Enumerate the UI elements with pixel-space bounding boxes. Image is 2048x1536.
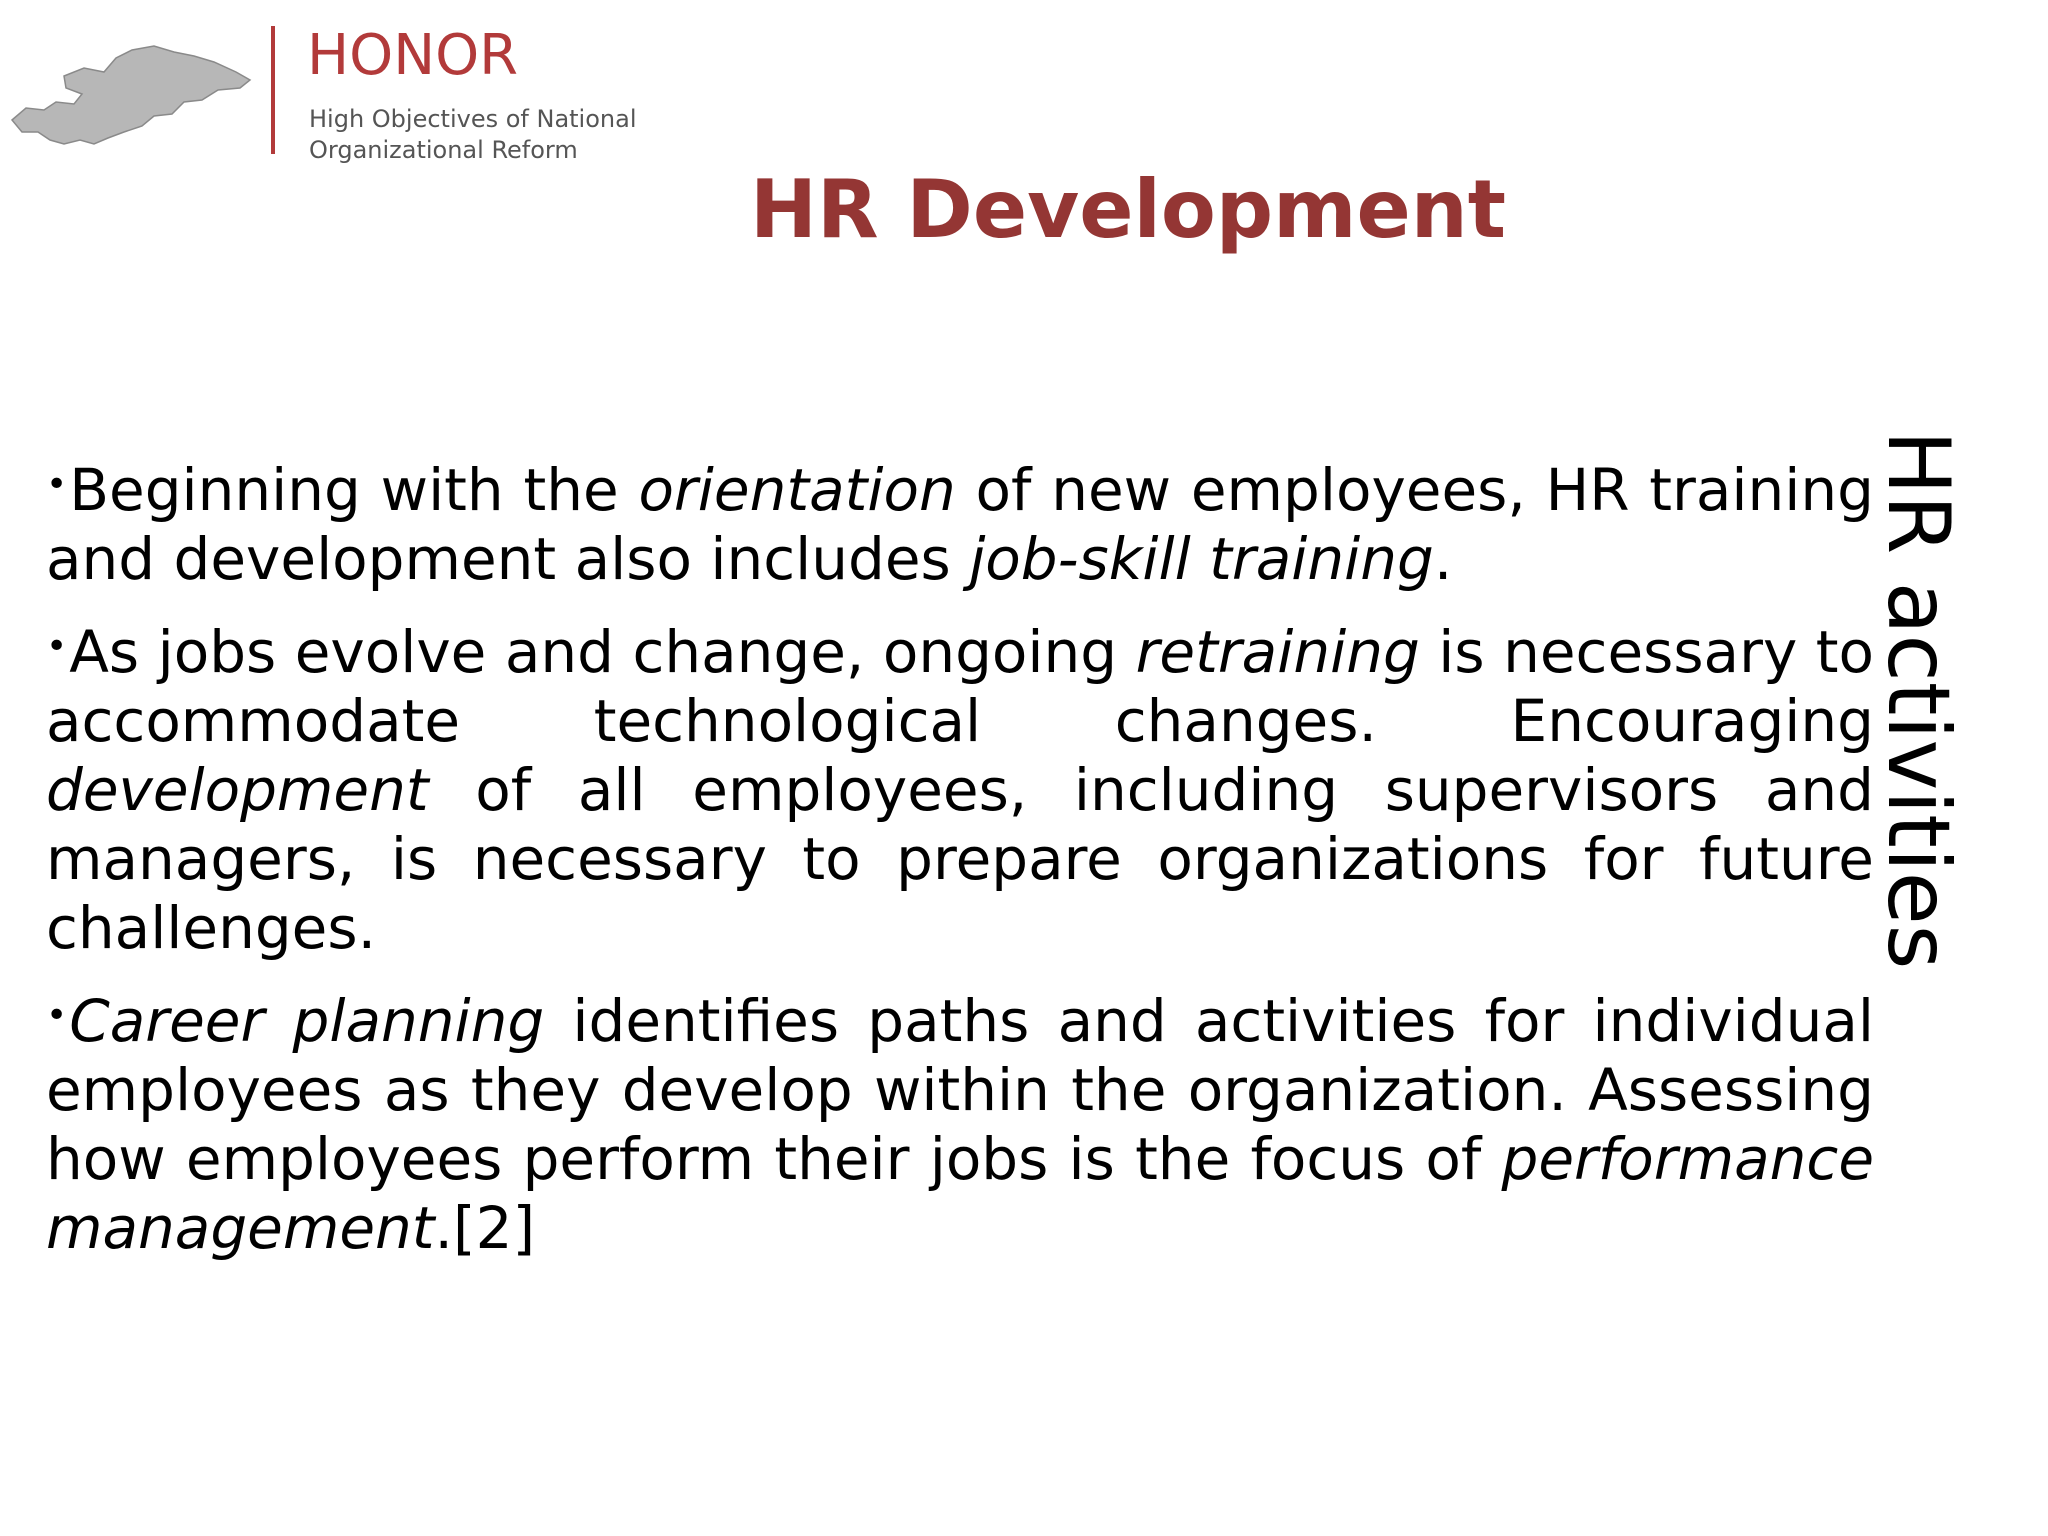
- bullet-icon: •: [46, 626, 68, 667]
- honor-logo: [0, 20, 640, 164]
- bullet-paragraph: [46, 450, 1874, 594]
- side-label: HR activities: [1868, 430, 1968, 970]
- paragraph-text: is necessary to accommodate technological changes. Encouraging: [46, 618, 1874, 755]
- emphasized-term: retraining: [1135, 618, 1420, 686]
- logo-title: HONOR: [307, 23, 519, 88]
- emphasized-term: development: [46, 756, 429, 824]
- paragraph-text: Beginning with the: [69, 456, 639, 524]
- logo-subtitle-line1: High Objectives of National: [309, 105, 637, 133]
- emphasized-term: job-skill training: [969, 525, 1434, 593]
- paragraph-text: identifies paths and activities for individual employees as they develop within the organization. Assessing how employees perform their jobs is the focus of: [46, 987, 1874, 1193]
- paragraph-text: of all employees, including supervisors and managers, is necessary to prepare organizations for future challenges.: [46, 756, 1874, 962]
- logo-subtitle-line2: Organizational Reform: [309, 136, 578, 164]
- emphasized-term: Career planning: [69, 987, 545, 1055]
- kyrgyzstan-map-icon: [4, 28, 254, 158]
- slide-body: [46, 450, 1874, 1281]
- emphasized-term: performance management: [46, 1125, 1874, 1262]
- paragraph-text: As jobs evolve and change, ongoing: [69, 618, 1136, 686]
- bullet-icon: •: [46, 995, 68, 1036]
- bullet-paragraph: [46, 612, 1874, 963]
- bullet-paragraph: [46, 981, 1874, 1263]
- paragraph-text: .: [1433, 525, 1453, 593]
- paragraph-text: of new employees, HR training and development also includes: [46, 456, 1874, 593]
- emphasized-term: orientation: [638, 456, 956, 524]
- bullet-icon: •: [46, 464, 68, 505]
- logo-divider: [271, 26, 275, 154]
- paragraph-text: .[2]: [434, 1194, 536, 1262]
- slide-title: HR Development: [750, 163, 1506, 256]
